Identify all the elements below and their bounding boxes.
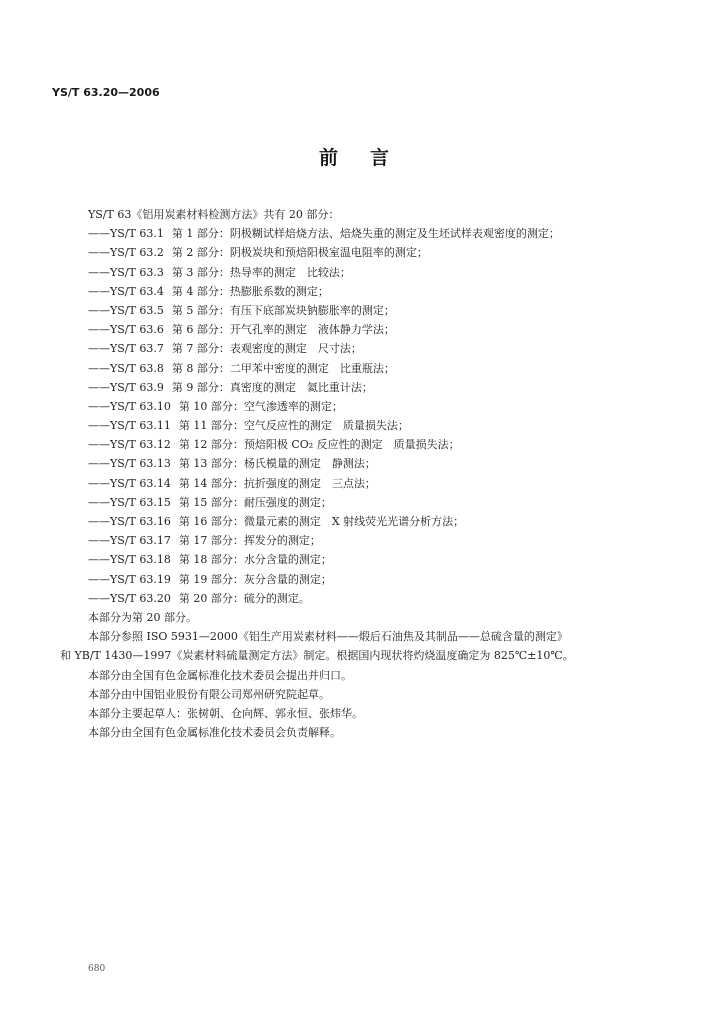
part-text: 第 11 部分：空气反应性的测定 质量损失法；: [178, 419, 409, 433]
part-code: ——YS/T 63.7: [88, 342, 164, 356]
part-text: 第 9 部分：真密度的测定 氦比重计法；: [171, 380, 373, 394]
part-text: 第 20 部分：硫分的测定。: [178, 591, 310, 605]
parts-list: [88, 224, 678, 608]
part-code: ——YS/T 63.4: [88, 284, 164, 298]
list-item: [88, 243, 678, 262]
part-text: 第 4 部分：热膨胀系数的测定；: [171, 284, 329, 298]
part-text: 第 8 部分：二甲苯中密度的测定 比重瓶法；: [171, 361, 395, 375]
part-text: 第 2 部分：阴极炭块和预焙阳极室温电阻率的测定；: [171, 246, 428, 260]
part-code: ——YS/T 63.16: [88, 515, 171, 528]
part-code: ——YS/T 63.1: [88, 227, 164, 241]
part-code: ——YS/T 63.9: [88, 380, 164, 394]
part-code: ——YS/T 63.20: [88, 591, 171, 605]
part-text: 第 19 部分：灰分含量的测定；: [178, 572, 332, 586]
list-item: [88, 301, 678, 320]
part-text: 第 14 部分：抗折强度的测定 三点法；: [178, 476, 376, 490]
intro-line: YS/T 63《铝用炭素材料检测方法》共有 20 部分：: [88, 208, 340, 221]
part-text: 第 17 部分：挥发分的测定；: [178, 534, 321, 548]
paragraph-drafters: 本部分主要起草人：张树朝、仓向辉、郭永恒、张炜华。: [88, 706, 363, 720]
list-item: [88, 570, 678, 589]
paragraph-interpretation: 本部分由全国有色金属标准化技术委员会负责解释。: [88, 726, 341, 740]
part-text: 第 5 部分：有压下底部炭块钠膨胀率的测定；: [171, 303, 395, 317]
paragraph-proposer: 本部分由全国有色金属标准化技术委员会提出并归口。: [88, 668, 352, 682]
part-text: 第 15 部分：耐压强度的测定；: [178, 495, 332, 509]
part-code: ——YS/T 63.12: [88, 438, 171, 452]
list-item: [88, 550, 678, 569]
paragraph-reference-continued: 和 YB/T 1430—1997《炭素材料硫量测定方法》制定。根据国内现状将灼烧温度确定为 825℃±10℃。: [60, 649, 574, 663]
part-text: 第 12 部分：预焙阳极 CO₂ 反应性的测定 质量损失法；: [178, 438, 460, 452]
part-text: 第 1 部分：阴极糊试样焙烧方法、焙烧失重的测定及生坯试样表观密度的测定；: [171, 227, 560, 241]
part-code: ——YS/T 63.6: [88, 323, 164, 337]
list-item: [88, 416, 678, 435]
list-item: [88, 512, 678, 531]
list-item: [88, 589, 678, 608]
list-item: [88, 263, 678, 282]
part-text: 第 13 部分：杨氏模量的测定 静测法；: [178, 457, 376, 471]
part-code: ——YS/T 63.17: [88, 534, 171, 548]
list-item: [88, 339, 678, 358]
part-code: ——YS/T 63.18: [88, 553, 171, 567]
list-item: [88, 454, 678, 473]
list-item: [88, 474, 678, 493]
page-number: 680: [88, 964, 106, 974]
part-code: ——YS/T 63.5: [88, 303, 164, 317]
part-code: ——YS/T 63.10: [88, 399, 171, 413]
document-body: [60, 205, 678, 742]
list-item: [88, 359, 678, 378]
list-item: [88, 531, 678, 550]
part-text: 第 18 部分：水分含量的测定；: [178, 553, 332, 567]
part-code: ——YS/T 63.19: [88, 572, 171, 586]
page-title: 前言: [318, 147, 421, 169]
list-item: [88, 397, 678, 416]
part-code: ——YS/T 63.14: [88, 476, 171, 490]
part-code: ——YS/T 63.13: [88, 457, 171, 471]
part-code: ——YS/T 63.15: [88, 495, 171, 509]
part-code: ——YS/T 63.8: [88, 361, 164, 375]
part-code: ——YS/T 63.3: [88, 265, 164, 279]
part-text: 第 7 部分：表观密度的测定 尺寸法；: [171, 342, 362, 356]
list-item: [88, 224, 678, 243]
part-text: 第 10 部分：空气渗透率的测定；: [178, 399, 343, 413]
part-code: ——YS/T 63.11: [88, 419, 171, 433]
list-item: [88, 282, 678, 301]
part-text: 第 3 部分：热导率的测定 比较法；: [171, 265, 351, 279]
list-item: [88, 378, 678, 397]
standard-code: YS/T 63.20—2006: [52, 86, 160, 99]
list-item: [88, 435, 678, 454]
list-item: [88, 493, 678, 512]
part-text: 第 6 部分：开气孔率的测定 液体静力学法；: [171, 323, 395, 337]
paragraph-part-number: 本部分为第 20 部分。: [88, 610, 197, 624]
part-code: ——YS/T 63.2: [88, 246, 164, 260]
list-item: [88, 320, 678, 339]
paragraph-reference: 本部分参照 ISO 5931—2000《铝生产用炭素材料——煅后石油焦及其制品——总硫含量的测定》: [88, 630, 568, 644]
part-text: 第 16 部分：微量元素的测定 X 射线荧光光谱分析方法；: [178, 515, 465, 528]
paragraph-drafting-unit: 本部分由中国铝业股份有限公司郑州研究院起草。: [88, 687, 330, 701]
